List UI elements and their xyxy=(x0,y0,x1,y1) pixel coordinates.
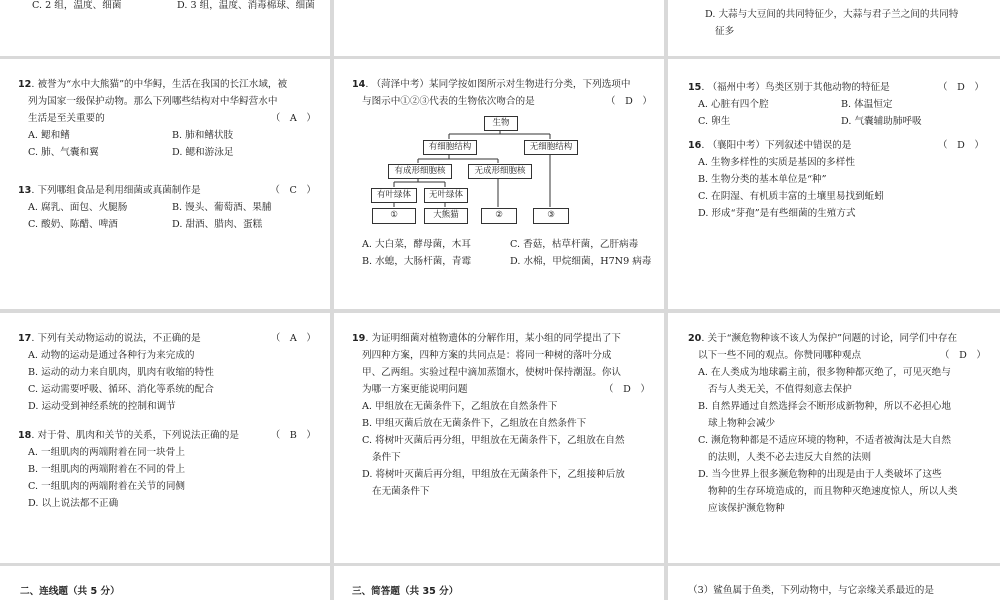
option-b: B. 运动的动力来自肌肉，肌肉有收缩的特性 xyxy=(28,367,214,378)
option-b: B. 甲组灭菌后放在无菌条件下，乙组放在自然条件下 xyxy=(362,418,587,429)
question-number: 19 xyxy=(352,333,366,344)
leaf-3: ③ xyxy=(533,208,569,224)
option-d: D. 水棉，甲烷细菌，H7N9 病毒 xyxy=(510,256,652,267)
option-d: D. 甜酒、腊肉、蛋糕 xyxy=(172,219,263,230)
answer-bracket: （ A ） xyxy=(270,333,316,344)
option-a: A. 在人类成为地球霸主前，很多物种都灭绝了，可见灭绝与 xyxy=(698,367,951,378)
node-cellular: 有细胞结构 xyxy=(423,140,477,155)
option-b: B. 肺和鳍状肢 xyxy=(172,130,234,141)
option-b: B. 生物分类的基本单位是“种” xyxy=(698,174,827,185)
option-d: D. 将树叶灭菌后再分组，甲组放在无菌条件下，乙组接种后放 xyxy=(362,469,625,480)
question-number: 17 xyxy=(18,333,32,344)
question-number: 12 xyxy=(18,79,32,90)
node-no-chloroplast: 无叶绿体 xyxy=(424,188,468,203)
question-18: 18. 对于骨、肌肉和关节的关系，下列说法正确的是 （ B ） A. 一组肌肉的两端附着在同一块骨上 B. 一组肌肉的两端附着在不同的骨上 C. 一组肌肉的两端附着在关节的同侧 D. 以上说法都不正确 xyxy=(18,427,316,512)
option-a: A. 鳃和鳍 xyxy=(28,130,70,141)
option-d: D. 鳃和游泳足 xyxy=(172,147,234,158)
option-a: A. 心脏有四个腔 xyxy=(698,99,769,110)
answer-bracket: （ D ） xyxy=(605,96,652,107)
question-12: 12. 被誉为“水中大熊猫”的中华鲟，生活在我国的长江水域，被 列为国家一级保护动物。那么下列哪些结构对中华鲟营水中 生活是至关重要的 （ A ） A. 鳃和鳍 B. 肺和鳍状肢 C. 肺、气囊和翼 D. 鳃和游泳足 xyxy=(18,76,316,161)
panel-top-mid xyxy=(334,0,664,56)
option-a: A. 甲组放在无菌条件下，乙组放在自然条件下 xyxy=(362,401,558,412)
question-15: 15. （福州中考）鸟类区别于其他动物的特征是 （ D ） A. 心脏有四个腔 B. 体温恒定 C. 卵生 D. 气囊辅助肺呼吸 xyxy=(688,79,984,130)
option-a: A. 生物多样性的实质是基因的多样性 xyxy=(698,157,855,168)
question-19: 19. 为证明细菌对植物遗体的分解作用，某小组的同学提出了下 列四种方案，四种方案的共同点是：将同一种树的落叶分成 甲、乙两组。实验过程中滴加蒸馏水，使树叶保持潮湿。你认 为哪一方案更能说明问题 （ D ） A. 甲组放在无菌条件下，乙组放在自然条件下 B. 甲组灭菌后放在无菌条件下，乙组放在自然条件下 C. 将树叶灭菌后再分组，甲组放在无菌条件下，乙组放在自然 条件下 D. 将树叶灭菌后再分组，甲组放在无菌条件下，乙组接种后放 在无菌条件下 xyxy=(352,333,650,497)
question-20: 20. 关于“濒危物种该不该人为保护”问题的讨论，同学们中存在 以下一些不同的观点。你赞同哪种观点 （ D ） A. 在人类成为地球霸主前，很多物种都灭绝了，可见灭绝与 否与人类无关，不值得刻意去保护 B. 自然界通过自然选择会不断形成新物种，所以不必担心地 球上物种会减少 C. 濒危物种都是不适应环境的物种，不适者被淘汰是大自然 的法则，人类不必去违反大自然的法则 D. 当今世界上很多濒危物种的出现是由于人类破坏了这些 物种的生存环境造成的，而且物种灭绝速度惊人，所以人类 应该保护濒危物种 xyxy=(688,333,986,514)
question-number: 13 xyxy=(18,185,32,196)
option-b: B. 水螅，大肠杆菌，青霉 xyxy=(362,256,472,267)
top-left-options xyxy=(32,0,322,14)
question-number: 15 xyxy=(688,82,702,93)
answer-bracket: （ D ） xyxy=(603,384,650,395)
question-14-options xyxy=(362,236,658,270)
option-c: C. 卵生 xyxy=(698,116,731,127)
option-c: C. 酸奶、陈醋、啤酒 xyxy=(28,219,118,230)
answer-bracket: （ D ） xyxy=(937,82,984,93)
option-b: B. 一组肌肉的两端附着在不同的骨上 xyxy=(28,464,186,475)
option-a: A. 腐乳、面包、火腿肠 xyxy=(28,202,128,213)
leaf-1: ① xyxy=(372,208,416,224)
leaf-2: ② xyxy=(481,208,517,224)
leaf-panda: 大熊猫 xyxy=(424,208,468,224)
option-c: C. 肺、气囊和翼 xyxy=(28,147,99,158)
option-d: D. 气囊辅助肺呼吸 xyxy=(841,116,922,127)
option-a: A. 大白菜，酵母菌，木耳 xyxy=(362,239,471,250)
option-d: D. 当今世界上很多濒危物种的出现是由于人类破坏了这些 xyxy=(698,469,942,480)
option-d: D. 运动受到神经系统的控制和调节 xyxy=(28,401,176,412)
option-b: B. 馒头、葡萄酒、果脯 xyxy=(172,202,272,213)
question-number: 18 xyxy=(18,430,32,441)
answer-bracket: （ C ） xyxy=(270,185,316,196)
option-a: A. 动物的运动是通过各种行为来完成的 xyxy=(28,350,195,361)
option-d: D. 以上说法都不正确 xyxy=(28,498,119,509)
subquestion-3: （3）鲨鱼属于鱼类，下列动物中，与它亲缘关系最近的是 xyxy=(688,585,934,596)
section-heading-matching: 二、连线题（共 5 分） xyxy=(20,586,120,597)
option-d: D. 形成“芽孢”是有些细菌的生殖方式 xyxy=(698,208,856,219)
classification-diagram xyxy=(370,115,580,230)
option-c: C. 将树叶灭菌后再分组，甲组放在无菌条件下，乙组放在自然 xyxy=(362,435,625,446)
option-c: C. 一组肌肉的两端附着在关节的同侧 xyxy=(28,481,186,492)
option-c: C. 2 组，温度、细菌 xyxy=(32,0,122,11)
question-number: 14 xyxy=(352,79,366,90)
top-right-option-d: D. 大蒜与大豆间的共同特征少，大蒜与君子兰之间的共同特 征多 xyxy=(705,9,959,37)
node-chloroplast: 有叶绿体 xyxy=(371,188,417,203)
option-c: C. 濒危物种都是不适应环境的物种，不适者被淘汰是大自然 xyxy=(698,435,951,446)
node-noncellular: 无细胞结构 xyxy=(524,140,578,155)
option-c: C. 香菇，枯草杆菌，乙肝病毒 xyxy=(510,239,639,250)
question-number: 20 xyxy=(688,333,702,344)
node-root: 生物 xyxy=(484,116,518,131)
answer-bracket: （ D ） xyxy=(937,140,984,151)
option-d: D. 3 组，温度、消毒棉球、细菌 xyxy=(177,0,315,11)
node-no-nucleus: 无成形细胞核 xyxy=(468,164,532,179)
option-a: A. 一组肌肉的两端附着在同一块骨上 xyxy=(28,447,185,458)
question-17: 17. 下列有关动物运动的说法，不正确的是 （ A ） A. 动物的运动是通过各种行为来完成的 B. 运动的动力来自肌肉，肌肉有收缩的特性 C. 运动需要呼吸、循环、消化等系统的配合 D. 运动受到神经系统的控制和调节 xyxy=(18,330,316,415)
option-b: B. 体温恒定 xyxy=(841,99,893,110)
option-c: C. 在阴湿、有机质丰富的土壤里易找到蚯蚓 xyxy=(698,191,884,202)
section-heading-short-answer: 三、简答题（共 35 分） xyxy=(352,586,459,597)
question-16: 16. （襄阳中考）下列叙述中错误的是 （ D ） A. 生物多样性的实质是基因的多样性 B. 生物分类的基本单位是“种” C. 在阴湿、有机质丰富的土壤里易找到蚯蚓 D. 形成“芽孢”是有些细菌的生殖方式 xyxy=(688,137,984,222)
node-nucleus: 有成形细胞核 xyxy=(388,164,452,179)
answer-bracket: （ B ） xyxy=(270,430,316,441)
option-b: B. 自然界通过自然选择会不断形成新物种，所以不必担心地 xyxy=(698,401,951,412)
option-c: C. 运动需要呼吸、循环、消化等系统的配合 xyxy=(28,384,214,395)
answer-bracket: （ D ） xyxy=(939,350,986,361)
answer-bracket: （ A ） xyxy=(270,113,316,124)
question-14: 14. （菏泽中考）某同学按如图所示对生物进行分类，下列选项中 与图示中①②③代表的生物依次吻合的是 （ D ） xyxy=(352,76,652,110)
question-number: 16 xyxy=(688,140,702,151)
question-13: 13. 下列哪组食品是利用细菌或真菌制作是 （ C ） A. 腐乳、面包、火腿肠 B. 馒头、葡萄酒、果脯 C. 酸奶、陈醋、啤酒 D. 甜酒、腊肉、蛋糕 xyxy=(18,182,316,233)
